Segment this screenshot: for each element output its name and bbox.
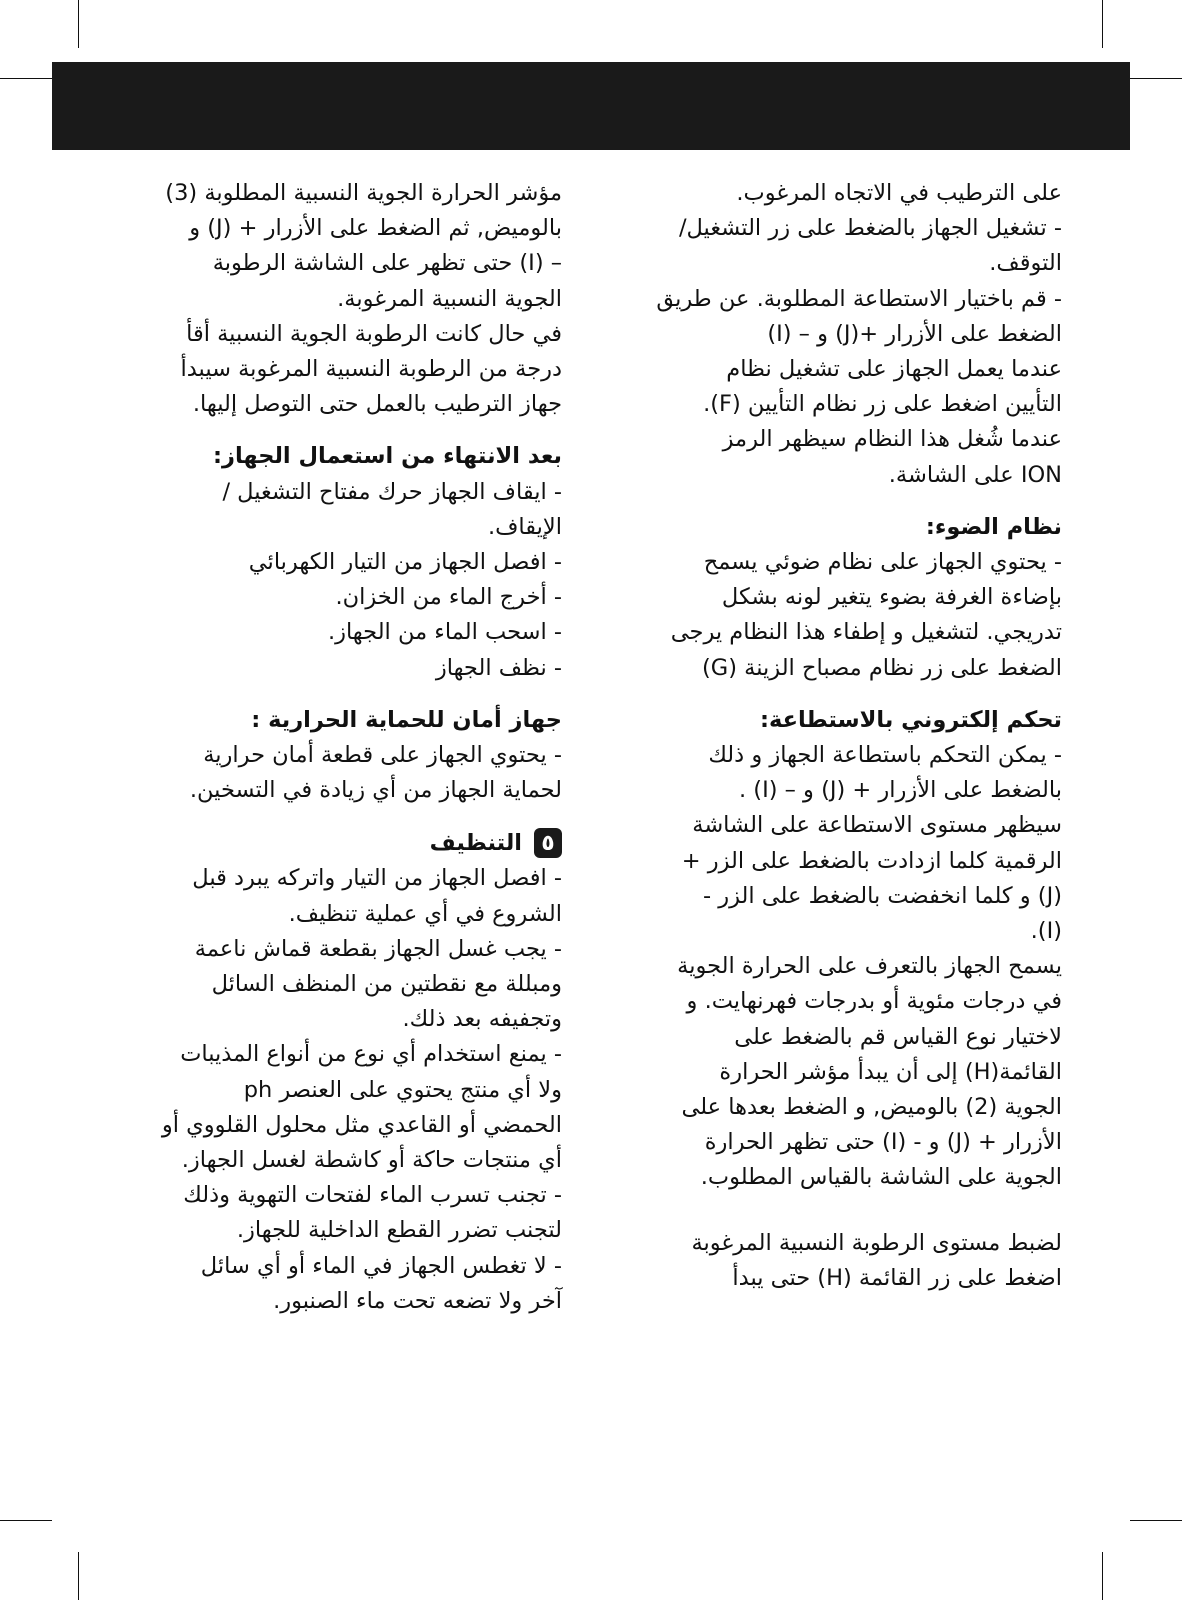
text-line: الشروع في أي عملية تنظيف. <box>288 900 562 927</box>
paragraph-gap <box>642 493 1062 510</box>
crop-mark <box>1130 78 1182 79</box>
paragraph-gap <box>642 686 1062 703</box>
text-line: - تشغيل الجهاز بالضغط على زر التشغيل/ <box>678 215 1062 242</box>
text-line: الأزرار + (J) و - (I) حتى تظهر الحرارة <box>704 1129 1062 1156</box>
crop-mark <box>1102 0 1103 48</box>
text-line: عندما يعمل الجهاز على تشغيل نظام <box>726 356 1062 383</box>
text-line: – (I) حتى تظهر على الشاشة الرطوبة <box>212 250 562 277</box>
paragraph-gap <box>642 1196 1062 1226</box>
text-line: في درجات مئوية أو بدرجات فهرنهايت. و <box>686 988 1062 1015</box>
text-line: التأيين اضغط على زر نظام التأيين (F). <box>703 391 1062 418</box>
paragraph-gap <box>132 686 562 703</box>
text-line: - أخرج الماء من الخزان. <box>335 584 562 611</box>
text-line: - نظف الجهاز <box>435 654 562 681</box>
text-line: تدريجي. لتشغيل و إطفاء هذا النظام يرجى <box>670 619 1062 646</box>
text-line: بالوميض, ثم الضغط على الأزرار + (J) و <box>189 215 562 242</box>
section-heading: بعد الانتهاء من استعمال الجهاز: <box>213 443 562 470</box>
text-line: - قم باختيار الاستطاعة المطلوبة. عن طريق <box>656 285 1062 312</box>
crop-mark <box>1102 1552 1103 1600</box>
text-line: ومبللة مع نقطتين من المنظف السائل <box>211 971 562 998</box>
crop-mark <box>78 0 79 48</box>
text-line: لحماية الجهاز من أي زيادة في التسخين. <box>189 777 562 804</box>
text-line: القائمة(H) إلى أن يبدأ مؤشر الحرارة <box>719 1058 1062 1085</box>
section-heading: جهاز أمان للحماية الحرارية : <box>251 706 562 733</box>
header-bar <box>52 62 1130 150</box>
left-text-column <box>132 176 562 1319</box>
crop-mark <box>0 1520 52 1521</box>
crop-mark <box>1130 1520 1182 1521</box>
text-line: اضغط على زر القائمة (H) حتى يبدأ <box>732 1264 1062 1291</box>
text-line: - ايقاف الجهاز حرك مفتاح التشغيل / <box>222 478 562 505</box>
crop-mark <box>0 78 52 79</box>
crop-mark <box>78 1552 79 1600</box>
text-line: - يمكن التحكم باستطاعة الجهاز و ذلك <box>708 742 1062 769</box>
text-line: - افصل الجهاز من التيار واتركه يبرد قبل <box>192 865 562 892</box>
text-line: مؤشر الحرارة الجوية النسبية المطلوبة (3) <box>165 180 562 206</box>
text-line: لتجنب تضرر القطع الداخلية للجهاز. <box>236 1217 562 1244</box>
text-line: - يجب غسل الجهاز بقطعة قماش ناعمة <box>194 935 562 962</box>
text-line: (J) و كلما انخفضت بالضغط على الزر - <box>702 882 1062 909</box>
section-heading: تحكم إلكتروني بالاستطاعة: <box>759 706 1062 733</box>
text-line: جهاز الترطيب بالعمل حتى التوصل إليها. <box>192 391 562 418</box>
paragraph-gap <box>132 422 562 439</box>
section-number-badge: ٥ <box>534 828 562 858</box>
text-line: الضغط على زر نظام مصباح الزينة (G) <box>702 654 1062 681</box>
text-line: في حال كانت الرطوبة الجوية النسبية أقأ <box>186 320 562 347</box>
text-line: أي منتجات حاكة أو كاشطة لغسل الجهاز. <box>181 1147 562 1174</box>
text-line: التوقف. <box>989 250 1062 277</box>
text-line: - يحتوي الجهاز على نظام ضوئي يسمح <box>703 549 1062 576</box>
text-line: الجوية على الشاشة بالقياس المطلوب. <box>700 1164 1062 1191</box>
text-line: ION على الشاشة. <box>888 461 1062 488</box>
text-line: - يمنع استخدام أي نوع من أنواع المذيبات <box>180 1041 562 1068</box>
text-line: وتجفيفه بعد ذلك. <box>402 1006 562 1033</box>
text-line: - لا تغطس الجهاز في الماء أو أي سائل <box>200 1252 562 1279</box>
text-line: عندما شُغل هذا النظام سيظهر الرمز <box>722 426 1062 453</box>
text-line: درجة من الرطوبة النسبية المرغوبة سيبدأ <box>180 356 562 383</box>
text-line: - يحتوي الجهاز على قطعة أمان حرارية <box>203 742 562 769</box>
text-line: لضبط مستوى الرطوبة النسبية المرغوبة <box>691 1229 1062 1256</box>
text-line: - تجنب تسرب الماء لفتحات التهوية وذلك <box>183 1182 562 1209</box>
text-line: يسمح الجهاز بالتعرف على الحرارة الجوية <box>677 953 1062 980</box>
text-line: - افصل الجهاز من التيار الكهربائي <box>248 549 562 576</box>
text-line: (I). <box>1030 918 1062 945</box>
text-line: الحمضي أو القاعدي مثل محلول القلووي أو <box>161 1111 562 1138</box>
text-line: الجوية (2) بالوميض, و الضغط بعدها على <box>681 1094 1062 1121</box>
text-line: آخر ولا تضعه تحت ماء الصنبور. <box>273 1287 562 1314</box>
text-line: لاختيار نوع القياس قم بالضغط على <box>734 1023 1062 1050</box>
text-line: على الترطيب في الاتجاه المرغوب. <box>736 180 1062 206</box>
text-line: بالضغط على الأزرار + (J) و – (I) . <box>738 777 1062 804</box>
text-line: بإضاءة الغرفة بضوء يتغير لونه بشكل <box>721 584 1062 611</box>
section-title: التنظيف <box>429 829 522 856</box>
text-line: ولا أي منتج يحتوي على العنصر ph <box>243 1076 562 1103</box>
right-text-column <box>642 176 1062 1296</box>
paragraph-gap <box>132 808 562 825</box>
text-line: الضغط على الأزرار +(J) و – (I) <box>767 320 1062 347</box>
text-line: الإيقاف. <box>487 513 562 540</box>
section-header <box>132 825 562 861</box>
text-line: - اسحب الماء من الجهاز. <box>327 619 562 646</box>
text-line: الرقمية كلما ازدادت بالضغط على الزر + <box>681 847 1062 874</box>
text-line: الجوية النسبية المرغوبة. <box>337 285 562 312</box>
text-line: سيظهر مستوى الاستطاعة على الشاشة <box>692 812 1062 839</box>
section-heading: نظام الضوء: <box>925 513 1062 540</box>
